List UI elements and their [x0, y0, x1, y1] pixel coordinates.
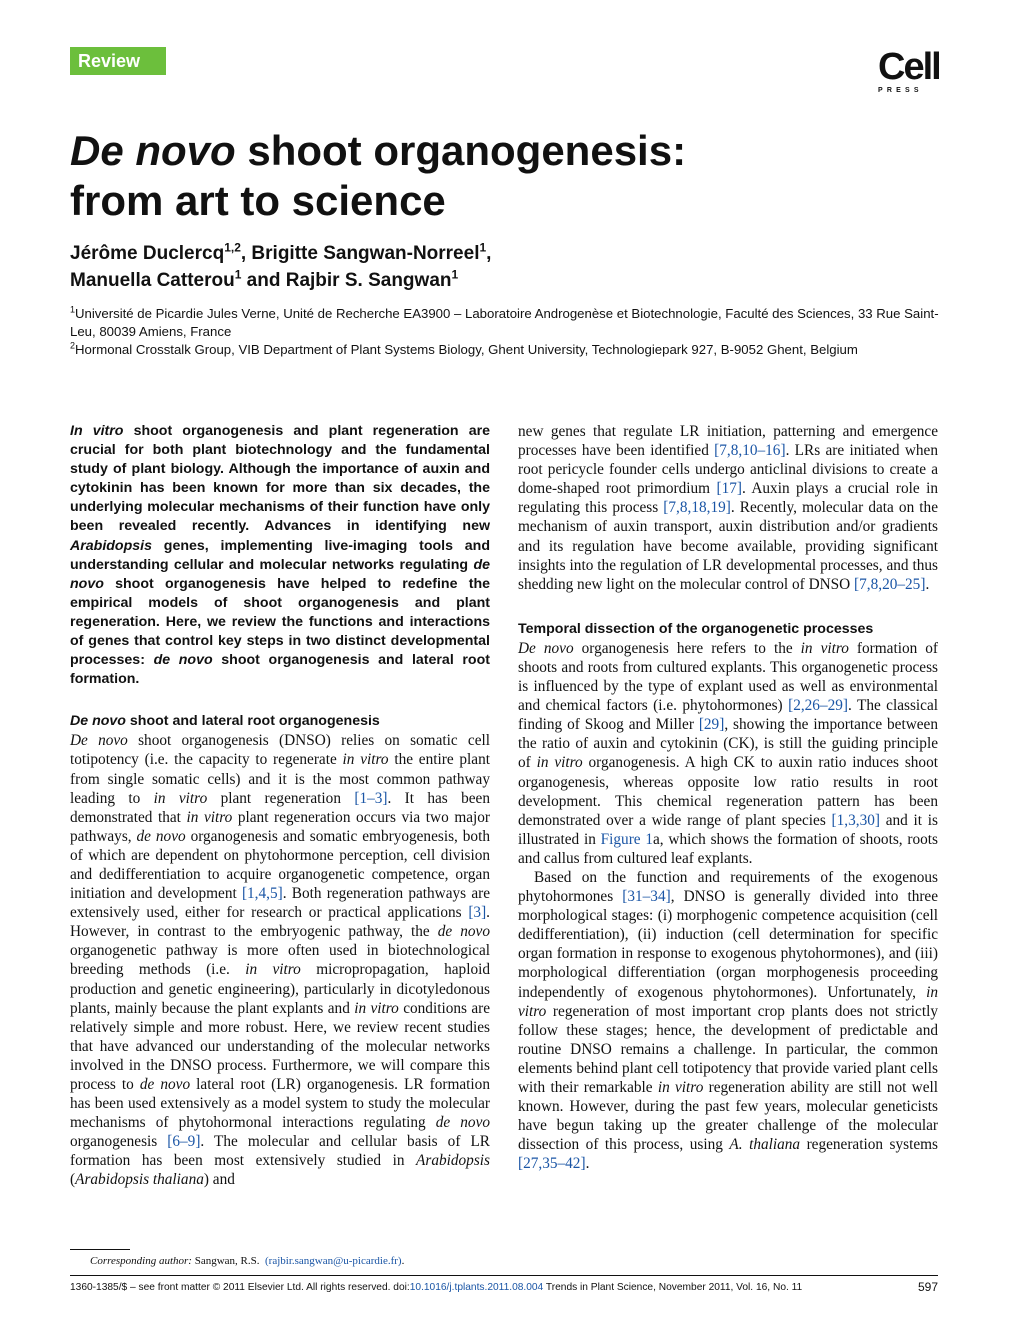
body-text: regeneration ability are still not well known. However, during the past few years, molecular geneticists have begun taking up the greater challenge of the molecular dissection of this process, using	[518, 1079, 939, 1154]
author-name: , Brigitte Sangwan-Norreel	[240, 243, 480, 264]
body-text: . However, in contrast to the embryogenic pathway, the	[70, 904, 490, 941]
citation-link[interactable]: [27,35–42]	[518, 1155, 586, 1173]
italic-term: de novo	[139, 1076, 191, 1093]
body-text: regeneration of most important crop plants does not strictly follow these stages; hence, the development of predictable and routine DNSO remains a challenge. In particular, the common elements behind plant cell totipotency that provide varied plant cells with their remarkable	[518, 1002, 938, 1096]
page-footer	[70, 1281, 938, 1295]
logo-press: PRESS	[878, 87, 923, 94]
body-text: organogenesis here refers to the	[573, 639, 801, 657]
citation-link[interactable]: [29]	[698, 716, 725, 734]
body-text: new genes that regulate LR initiation, patterning and emergence processes have been identified	[518, 423, 938, 460]
abstract-text: shoot organogenesis have helped to redefine the empirical models of shoot organogenesis and plant regeneration. Here, we review the functions and interactions of genes that control key steps in two distinct developmental processes:	[70, 575, 490, 669]
abstract-text: shoot organogenesis and lateral root formation.	[70, 652, 490, 688]
footnote-label: Corresponding author:	[90, 1255, 192, 1267]
body-text: conditions are relatively simple and more robust. Here, we review recent studies that have advanced our understanding of the molecular networks involved in the DNSO process. Furthermore, we will compare this process to	[70, 999, 491, 1093]
body-text: organogenesis and somatic embryogenesis, both of which are dependent on phytohormone perception, cell division and dedifferentiation to acquire organogenetic competence, organ initiation and development	[70, 827, 490, 903]
body-text: .	[585, 1155, 590, 1173]
italic-term: in vitro	[657, 1079, 704, 1096]
title-line-2: from art to science	[70, 177, 446, 224]
italic-term: A. thaliana	[729, 1136, 801, 1154]
citation-link[interactable]: [7,8,20–25]	[854, 575, 926, 593]
author-line-1	[70, 240, 950, 267]
citation-link[interactable]: [6–9]	[167, 1133, 201, 1151]
body-text: ) and	[203, 1171, 235, 1189]
abstract-italic: Arabidopsis	[70, 537, 152, 554]
title-italic: De novo	[70, 127, 236, 174]
body-text: (	[70, 1171, 76, 1189]
italic-term: in vitro	[245, 961, 301, 979]
author-name: Jérôme Duclercq	[70, 243, 225, 264]
body-text: plant regeneration	[207, 789, 355, 807]
body-paragraph-4	[518, 868, 938, 1174]
body-text: . It has been demonstrated that	[70, 789, 490, 826]
body-text: . Both regeneration pathways are extensively used, either for research or practical applications	[70, 885, 490, 922]
citation-link[interactable]: [3]	[468, 904, 487, 922]
body-text: organogenesis. A high CK to auxin ratio induces shoot organogenesis, whereas opposite low ratio results in root development. This chemical regeneration pattern has been demonstrated over a wide range of plant species	[518, 754, 938, 829]
affil-marker: 1	[70, 304, 76, 315]
body-text: lateral root (LR) organogenesis. LR formation has been used extensively as a model system to study the molecular mechanisms of phytohormonal interactions regulating	[70, 1076, 490, 1132]
cell-press-logo	[878, 46, 940, 96]
citation-link[interactable]: [31–34]	[622, 888, 671, 906]
footnote-end: .	[401, 1255, 405, 1267]
citation-link[interactable]: [17]	[716, 480, 742, 498]
author-affil-marker: 1	[451, 267, 459, 282]
page-number: 597	[917, 1280, 938, 1294]
footer-divider	[70, 1275, 938, 1276]
italic-term: in vitro	[153, 789, 208, 807]
italic-term: in vitro	[354, 999, 399, 1017]
author-email-link[interactable]: (rajbir.sangwan@u-picardie.fr)	[265, 1255, 402, 1267]
affiliation-1	[70, 305, 950, 341]
author-name: Manuella Catterou	[70, 270, 235, 291]
right-column	[518, 422, 938, 1173]
italic-term: in vitro	[518, 983, 938, 1020]
body-text: and it is illustrated in	[518, 811, 938, 848]
affiliation-2	[70, 341, 950, 359]
body-text: , DNSO is generally divided into three morphological stages: (i) morphogenic competence acquisition (cell dedifferentiation), (ii) induction (cell determination for specific organ formation in response to exogenous phytohormones), and (iii) morphological differentiation (organ morphogenesis proceeding independently of exogenous phytohormones). Unfortunately,	[518, 888, 939, 1001]
italic-term: de novo	[136, 827, 186, 845]
body-paragraph-2	[518, 422, 938, 594]
affil-text: Université de Picardie Jules Verne, Unité de Recherche EA3900 – Laboratoire Androgenèse et Biotechnologie, Faculté des Sciences, 33 Rue Saint-Leu, 80039 Amiens, France	[70, 306, 939, 339]
section-heading-1	[70, 712, 490, 731]
citation-link[interactable]: [1,4,5]	[241, 885, 283, 903]
author-affil-marker: 1	[479, 240, 487, 255]
review-badge: Review	[70, 47, 166, 75]
affiliations	[70, 305, 950, 359]
body-text: . The molecular and cellular basis of LR formation has been most extensively studied in	[70, 1133, 490, 1170]
italic-term: in vitro	[800, 639, 849, 657]
heading-italic: De novo	[70, 713, 126, 730]
body-text: . Auxin plays a crucial role in regulating this process	[518, 480, 938, 517]
footnote-name: Sangwan, R.S.	[191, 1255, 260, 1267]
body-text: the entire plant from single somatic cells) and it is the most common pathway leading to	[70, 751, 490, 807]
italic-term: De novo	[518, 639, 574, 657]
body-text: Based on the function and requirements of the exogenous phytohormones	[518, 868, 938, 906]
author-name: and Rajbir S. Sangwan	[241, 270, 452, 291]
citation-link[interactable]: [7,8,10–16]	[714, 442, 786, 460]
body-text: organogenesis	[70, 1133, 168, 1151]
body-text: formation of shoots and roots from cultured explants. This organogenetic process is influenced by the type of explant used as well as environmental and chemical factors (i.e. phytohormones)	[518, 639, 939, 715]
italic-term: in vitro	[186, 808, 233, 826]
logo-word: Cell	[878, 46, 940, 88]
citation-link[interactable]: [1–3]	[354, 789, 388, 807]
body-text: plant regeneration occurs via two major pathways,	[70, 808, 490, 845]
footer-journal: Trends in Plant Science, November 2011, Vol. 16, No. 11	[543, 1282, 803, 1293]
italic-term: de novo	[435, 1114, 491, 1132]
author-list	[70, 240, 950, 294]
body-text: regeneration systems	[800, 1136, 938, 1154]
section-heading-2: Temporal dissection of the organogenetic processes	[518, 620, 874, 637]
heading-text: shoot and lateral root organogenesis	[125, 713, 380, 730]
italic-term: De novo	[70, 732, 128, 750]
abstract	[70, 422, 490, 689]
article-title	[70, 126, 950, 226]
body-text: . The classical finding of Skoog and Miller	[518, 697, 938, 734]
italic-term: Arabidopsis thaliana	[75, 1171, 204, 1189]
doi-link[interactable]: 10.1016/j.tplants.2011.08.004	[409, 1282, 544, 1293]
body-text: . Recently, molecular data on the mechanism of auxin transport, auxin distribution and/or gradients and its regulation have become available, providing significant insights into the regulation of LR developmental processes, and thus shedding new light on the molecular control of DNSO	[518, 499, 939, 593]
abstract-italic: de novo	[153, 652, 213, 669]
title-line-1	[70, 126, 950, 176]
affil-marker: 2	[70, 340, 76, 351]
footer-copyright: 1360-1385/$ – see front matter © 2011 Elsevier Ltd. All rights reserved. doi:	[70, 1282, 410, 1293]
italic-term: de novo	[437, 923, 490, 941]
body-text: . LRs are initiated when root pericycle founder cells undergo anticlinal divisions to create a dome-shaped root primordium	[518, 442, 938, 498]
body-text: shoot organogenesis (DNSO) relies on somatic cell totipotency (i.e. the capacity to regenerate	[70, 732, 490, 769]
body-text: .	[925, 575, 930, 593]
author-separator: ,	[486, 243, 492, 264]
body-text: a, which shows the formation of shoots, roots and callus from cultured leaf explants.	[518, 830, 938, 867]
abstract-text: genes, implementing live-imaging tools and understanding cellular and molecular networks regulating	[70, 537, 490, 573]
citation-link[interactable]: [2,26–29]	[788, 697, 848, 715]
author-affil-marker: 1	[234, 267, 242, 282]
affil-text: Hormonal Crosstalk Group, VIB Department of Plant Systems Biology, Ghent University, Technologiepark 927, B-9052 Ghent, Belgium	[75, 342, 858, 357]
footnote-divider	[70, 1249, 130, 1250]
body-paragraph-1	[70, 731, 490, 1189]
italic-term: in vitro	[342, 751, 389, 769]
abstract-text: shoot organogenesis and plant regeneration are crucial for both plant biotechnology and the fundamental study of plant biology. Although the importance of auxin and cytokinin has been known for more than six decades, the underlying molecular mechanisms of their function have only been revealed recently. Advances in identifying new	[70, 423, 491, 535]
body-paragraph-3	[518, 639, 938, 868]
italic-term: in vitro	[536, 754, 583, 772]
abstract-italic: de novo	[70, 556, 490, 592]
citation-link[interactable]: [1,3,30]	[831, 811, 880, 829]
author-affil-marker: 1,2	[224, 240, 241, 255]
corresponding-author-note	[90, 1254, 510, 1268]
body-text: organogenetic pathway is more often used in biotechnological breeding methods (i.e.	[70, 942, 490, 979]
left-column	[70, 422, 490, 1190]
title-line-1-text: shoot organogenesis:	[235, 127, 687, 174]
body-text: , showing the importance between the ratio of auxin and cytokinin (CK), is still the guiding principle of	[518, 716, 938, 772]
figure-link[interactable]: Figure 1	[600, 830, 654, 848]
body-text: micropropagation, haploid production and genetic engineering), particularly in dicotyledonous plants, mainly because the plant explants and	[70, 961, 491, 1017]
citation-link[interactable]: [7,8,18,19]	[663, 499, 731, 517]
abstract-italic: In vitro	[70, 423, 124, 439]
italic-term: Arabidopsis	[416, 1152, 490, 1170]
author-line-2	[70, 267, 950, 294]
